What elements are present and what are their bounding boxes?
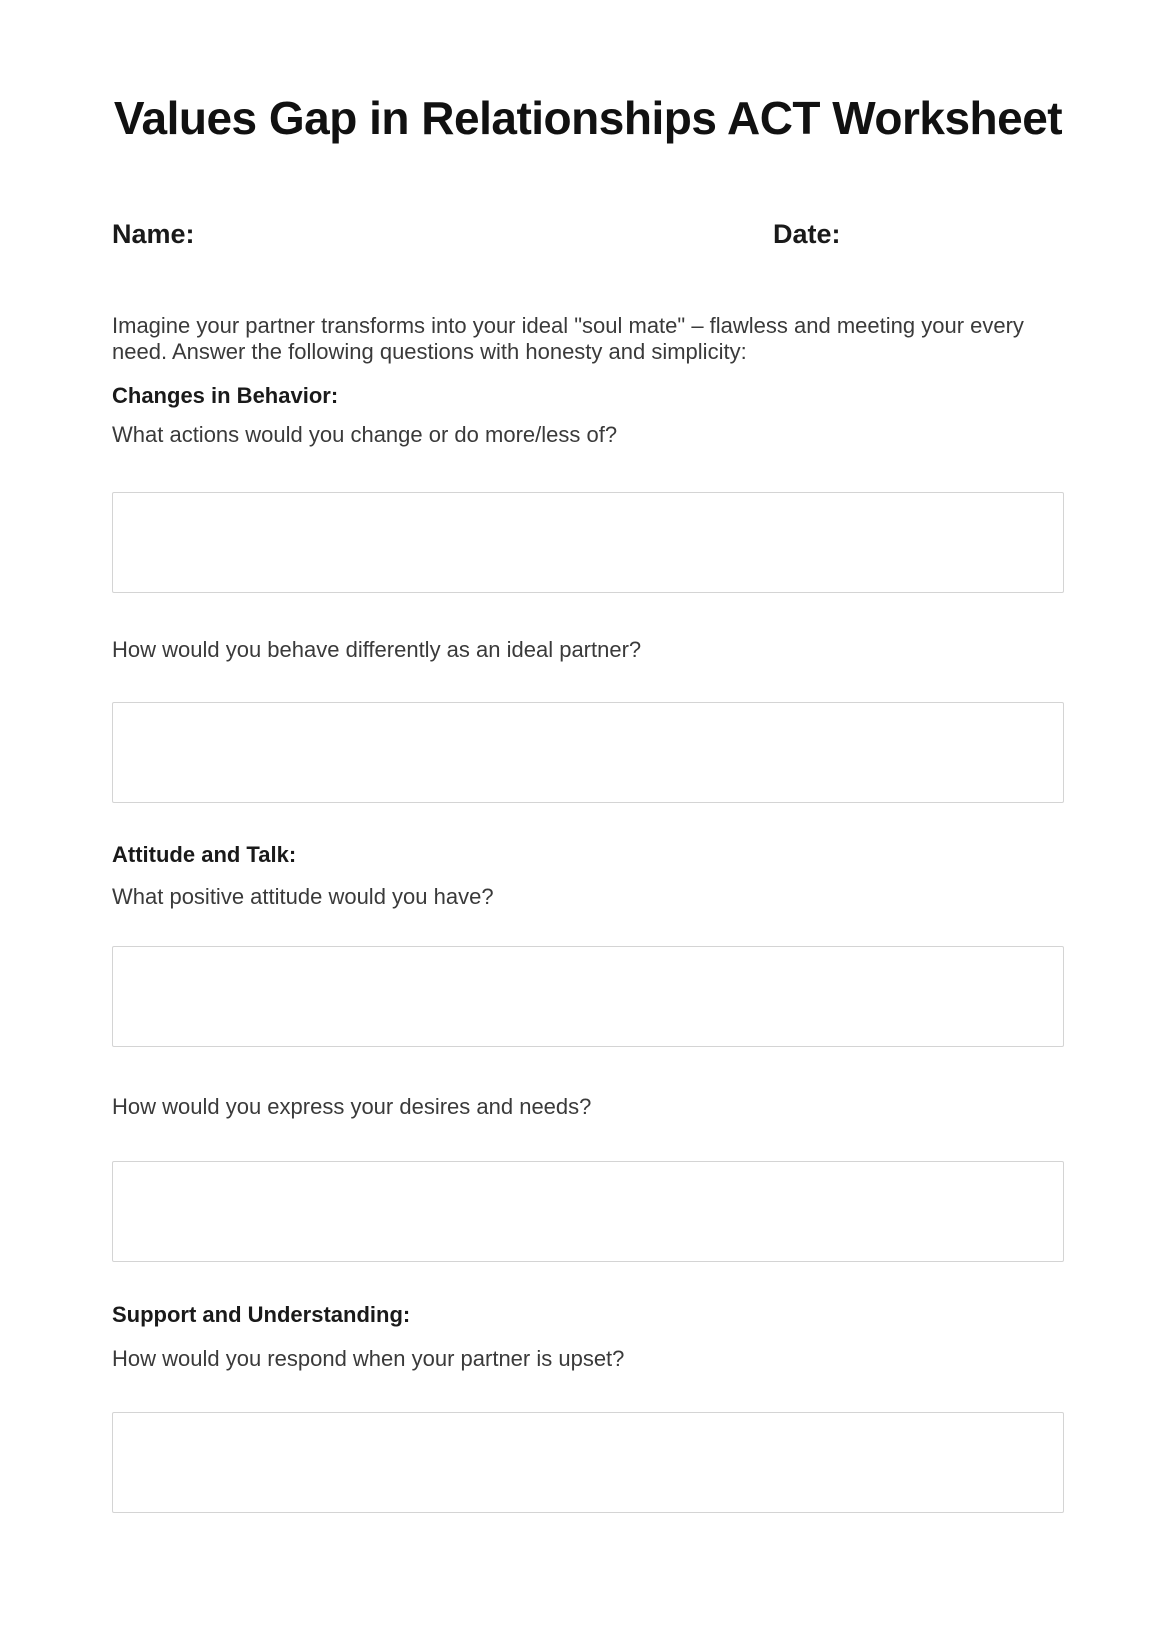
date-field-label: Date: (773, 219, 841, 249)
section-heading-changes-in-behavior: Changes in Behavior: (112, 383, 339, 408)
question-label-positive-attitude: What positive attitude would you have? (112, 884, 494, 909)
question-label-actions-change: What actions would you change or do more/less of? (112, 422, 618, 447)
question-label-express-desires: How would you express your desires and needs? (112, 1094, 592, 1119)
name-field-label: Name: (112, 219, 195, 249)
answer-box-positive-attitude[interactable] (112, 946, 1064, 1047)
section-heading-attitude-and-talk: Attitude and Talk: (112, 842, 297, 867)
section-heading-support-and-understanding: Support and Understanding: (112, 1302, 411, 1327)
answer-box-respond-upset[interactable] (112, 1412, 1064, 1513)
answer-box-actions-change[interactable] (112, 492, 1064, 593)
intro-paragraph: Imagine your partner transforms into your ideal "soul mate" – flawless and meeting your every need. Answer the following questions with honesty and simplicity: (112, 313, 1024, 364)
answer-box-express-desires[interactable] (112, 1161, 1064, 1262)
question-label-behave-differently: How would you behave differently as an ideal partner? (112, 637, 642, 662)
answer-box-behave-differently[interactable] (112, 702, 1064, 803)
question-label-respond-upset: How would you respond when your partner is upset? (112, 1346, 625, 1371)
page-title: Values Gap in Relationships ACT Worksheet (113, 92, 1063, 144)
